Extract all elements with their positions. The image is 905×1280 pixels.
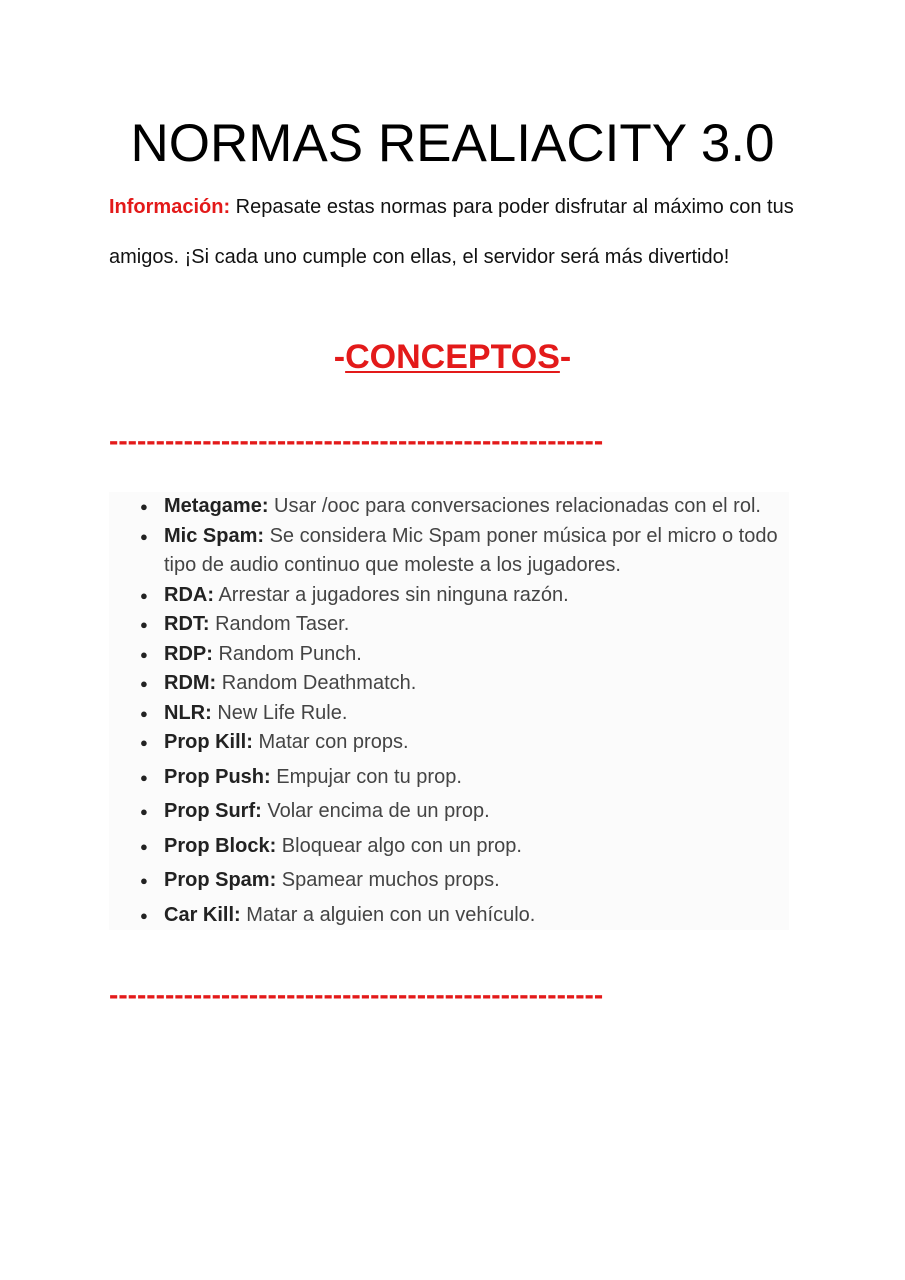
concept-definition: Random Deathmatch. [216,672,417,694]
concept-definition: Empujar con tu prop. [270,765,462,788]
concept-term: Prop Block: [164,834,277,857]
bullet-icon: ● [140,646,148,662]
concept-term: Prop Push: [164,765,271,788]
list-item [109,640,789,670]
concept-term: Prop Kill: [164,731,253,753]
info-label: Información: [109,196,231,218]
concept-definition: Arrestar a jugadores sin ninguna razón. [214,583,569,606]
list-item [109,522,789,581]
concept-definition: New Life Rule. [211,701,348,724]
section-heading-suffix: - [559,338,572,376]
concept-definition: Se considera Mic Spam poner música por el micro o todo tipo de audio continuo que moleste a los jugadores. [164,524,778,576]
concept-term: Metagame: [164,495,269,517]
concept-term: RDP: [164,642,213,665]
concept-term: Prop Spam: [164,869,277,891]
bullet-icon: ● [140,705,148,721]
bullet-icon: ● [140,499,148,514]
concept-definition: Matar a alguien con un vehículo. [240,903,536,926]
concept-term: RDA: [164,583,214,606]
bullet-icon: ● [140,873,148,888]
concept-term: RDT: [164,613,210,635]
list-item [109,492,789,522]
concept-term: Car Kill: [164,903,241,926]
list-item [109,866,789,896]
bullet-icon: ● [140,907,148,923]
bullet-icon: ● [140,769,148,785]
bullet-icon: ● [140,804,148,819]
list-item [109,610,789,640]
concept-definition: Random Punch. [212,642,362,665]
bullet-icon: ● [140,528,148,544]
list-item [109,797,789,827]
info-text: Repasate estas normas para poder disfrutar al máximo con tus amigos. ¡Si cada uno cumple con ellas, el servidor será más divertido! [109,196,794,268]
concept-term: Prop Surf: [164,800,262,822]
list-item [109,728,789,758]
divider-bottom: ----------------------------------------------------- [109,980,604,1010]
concept-term: Mic Spam: [164,524,265,547]
concept-definition: Random Taser. [209,613,350,635]
info-paragraph [109,182,799,282]
document-title: NORMAS REALIACITY 3.0 [130,114,775,173]
list-item [109,832,789,862]
list-item [109,669,789,699]
bullet-icon: ● [140,617,148,632]
concept-term: NLR: [164,701,212,724]
bullet-icon: ● [140,735,148,750]
section-heading-prefix: - [333,338,346,376]
list-item [109,901,789,931]
list-item [109,763,789,793]
list-item [109,581,789,611]
concept-term: RDM: [164,672,217,694]
bullet-icon: ● [140,587,148,603]
concept-definition: Spamear muchos props. [276,869,500,891]
bullet-icon: ● [140,838,148,854]
bullet-icon: ● [140,676,148,691]
concepts-list [109,492,789,930]
concept-definition: Bloquear algo con un prop. [276,834,522,857]
concept-definition: Matar con props. [252,731,409,753]
section-heading-conceptos [0,334,905,380]
section-heading-word: CONCEPTOS [345,338,560,376]
list-item [109,699,789,729]
divider-top: ----------------------------------------------------- [109,426,604,456]
concept-definition: Usar /ooc para conversaciones relacionadas con el rol. [268,495,761,517]
concept-definition: Volar encima de un prop. [261,800,490,822]
